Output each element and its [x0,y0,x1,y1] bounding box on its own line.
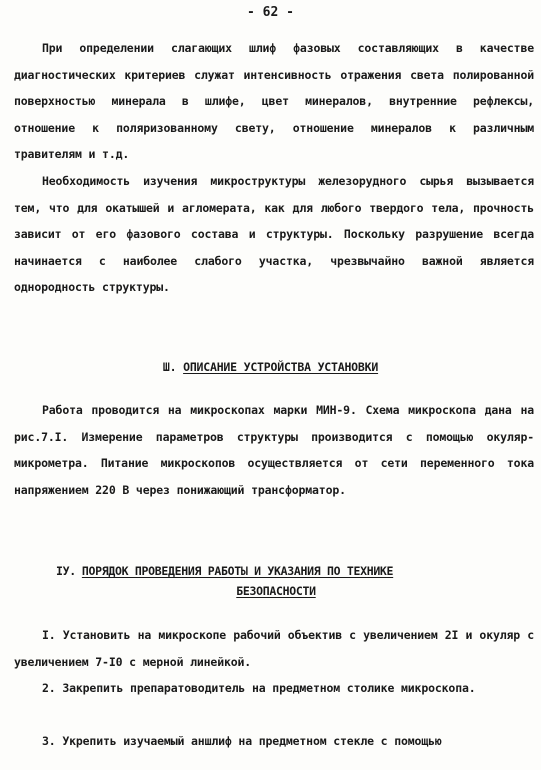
section-number: Ш. [162,360,177,374]
paragraph-microstructure: Необходимость изучения микроструктуры железорудного сырья вызывается тем, что для окатышей и агломерата, как для любого твердого тела, прочность зависит от его фазового состава и структуры. Поскольку разрушение всегда начинается с наиболее слабого участка, чрезвычайно важной является однородность структуры. [14,174,534,294]
paragraph-phase-criteria: При определении слагающих шлиф фазовых составляющих в качестве диагностических критериев служат интенсивность отражения света полированной поверхностью минерала в шлифе, цвет минералов, внутренние рефлексы, отношение к поляризованному свету, отношение минералов к различным травителям и т.д. [14,41,534,161]
section-title-line1: ПОРЯДОК ПРОВЕДЕНИЯ РАБОТЫ И УКАЗАНИЯ ПО ТЕХНИКЕ [81,564,394,578]
paragraph-microscope: Работа проводится на микроскопах марки МИН-9. Схема микроскопа дана на рис.7.I. Измерение параметров структуры производится с помощью окуляр-микрометра. Питание микроскопов осуществляется от сети переменного тока напряжением 220 В через понижающий трансформатор. [14,403,534,497]
section-title-line2: БЕЗОПАСНОСТИ [236,584,316,598]
section-heading-installation [0,357,541,377]
section-number: IУ. [56,564,76,578]
step-2: 2. Закрепить препаратоводитель на предметном столике микроскопа. [42,681,476,695]
page-number: - 62 - [247,5,294,20]
section-title: ОПИСАНИЕ УСТРОЙСТВА УСТАНОВКИ [183,360,379,374]
section-heading-procedure [56,561,476,601]
step-1: I. Установить на микроскопе рабочий объектив с увеличением 2I и окуляр с увеличением 7-I0 с мерной линейкой. [14,628,534,669]
step-3: 3. Укрепить изучаемый аншлиф на предметном стекле с помощью [42,734,442,748]
